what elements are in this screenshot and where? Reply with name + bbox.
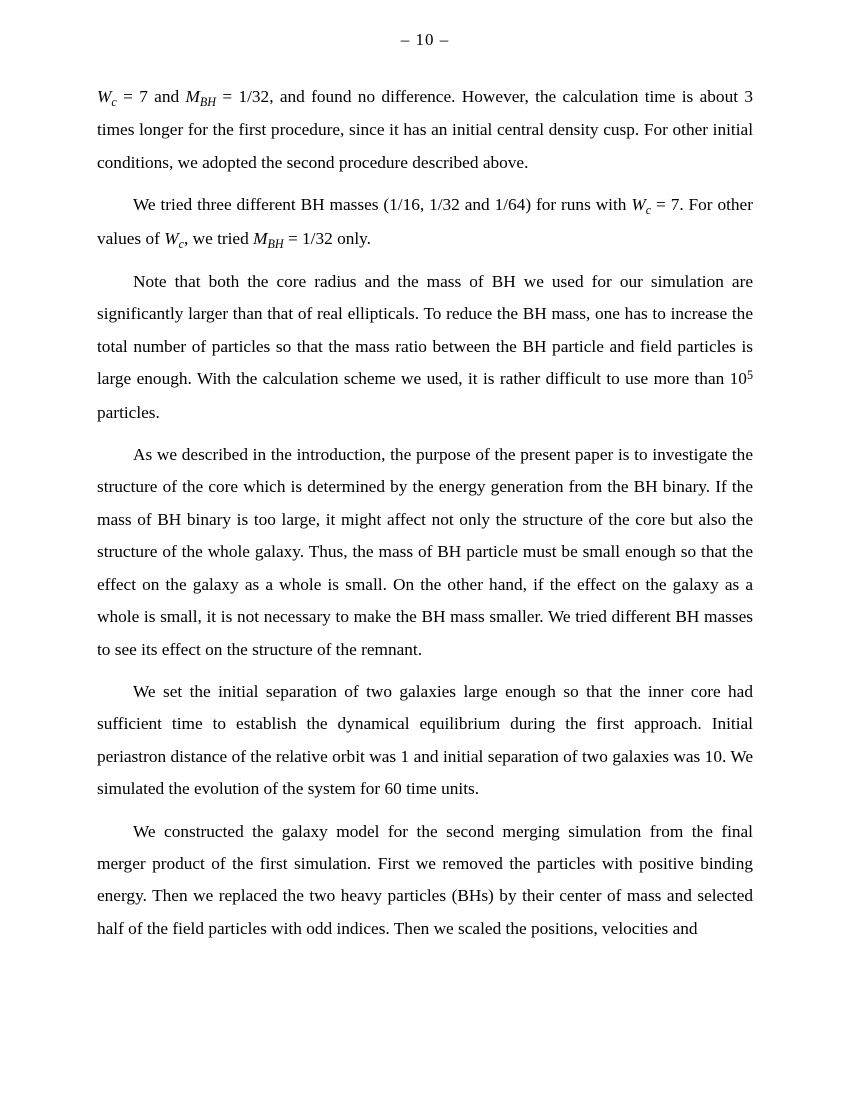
page-number: – 10 – [400, 30, 450, 49]
paragraph-core-radius-note: Note that both the core radius and the mass of BH we used for our simulation are significantly larger than that of real ellipticals. To reduce the BH mass, one has to increase the total number of particles so that the mass ratio between the BH particle and field particles is large enough. With the calculation scheme we used, it is rather difficult to use more than $10^5$ particles. [97, 272, 753, 422]
math-subscript: BH [267, 236, 284, 251]
math-variable: W [631, 195, 646, 215]
math-variable: M [253, 228, 268, 248]
math-variable: M [185, 87, 200, 106]
math-variable: W [97, 87, 112, 106]
math-subscript: c [645, 203, 652, 218]
paragraph-continuation-procedures: $W_c = 7$ and $M_{BH} = 1/32$, and found no difference. However, the calculation time is about 3 times longer for the first procedure, since it has an initial central density cusp. For other initial conditions, we adopted the second procedure described above. [97, 87, 753, 172]
math-subscript: BH [199, 94, 217, 109]
math-superscript: 5 [746, 367, 753, 382]
math-subscript: c [178, 236, 184, 251]
math-variable: W [164, 228, 179, 248]
paragraph-initial-separation: We set the initial separation of two galaxies large enough so that the inner core had sufficient time to establish the dynamical equilibrium during the first approach. Initial periastron distance of the relative orbit was 1 and initial separation of two galaxies was 10. We simulated the evolution of the system for 60 time units. [97, 681, 753, 799]
math-subscript: c [111, 94, 117, 109]
paragraph-bh-masses-tried: We tried three different BH masses (1/16, 1/32 and 1/64) for runs with $W_c = 7$. For other values of $W_c$, we tried $M_{BH} = 1/32$ only. [97, 195, 753, 251]
paragraph-second-merging-model: We constructed the galaxy model for the second merging simulation from the final merger product of the first simulation. First we removed the particles with positive binding energy. Then we replaced the two heavy particles (BHs) by their center of mass and selected half of the field particles with odd indices. Then we scaled the positions, velocities and [97, 821, 753, 938]
paper-body [97, 81, 753, 945]
paragraph-purpose-of-paper: As we described in the introduction, the purpose of the present paper is to investigate the structure of the core which is determined by the energy generation from the BH binary. If the mass of BH binary is too large, it might affect not only the structure of the core but also the structure of the whole galaxy. Thus, the mass of BH particle must be small enough so that the effect on the galaxy as a whole is small. On the other hand, if the effect on the galaxy as a whole is small, it is not necessary to make the BH mass smaller. We tried different BH masses to see its effect on the structure of the remnant. [97, 445, 753, 659]
